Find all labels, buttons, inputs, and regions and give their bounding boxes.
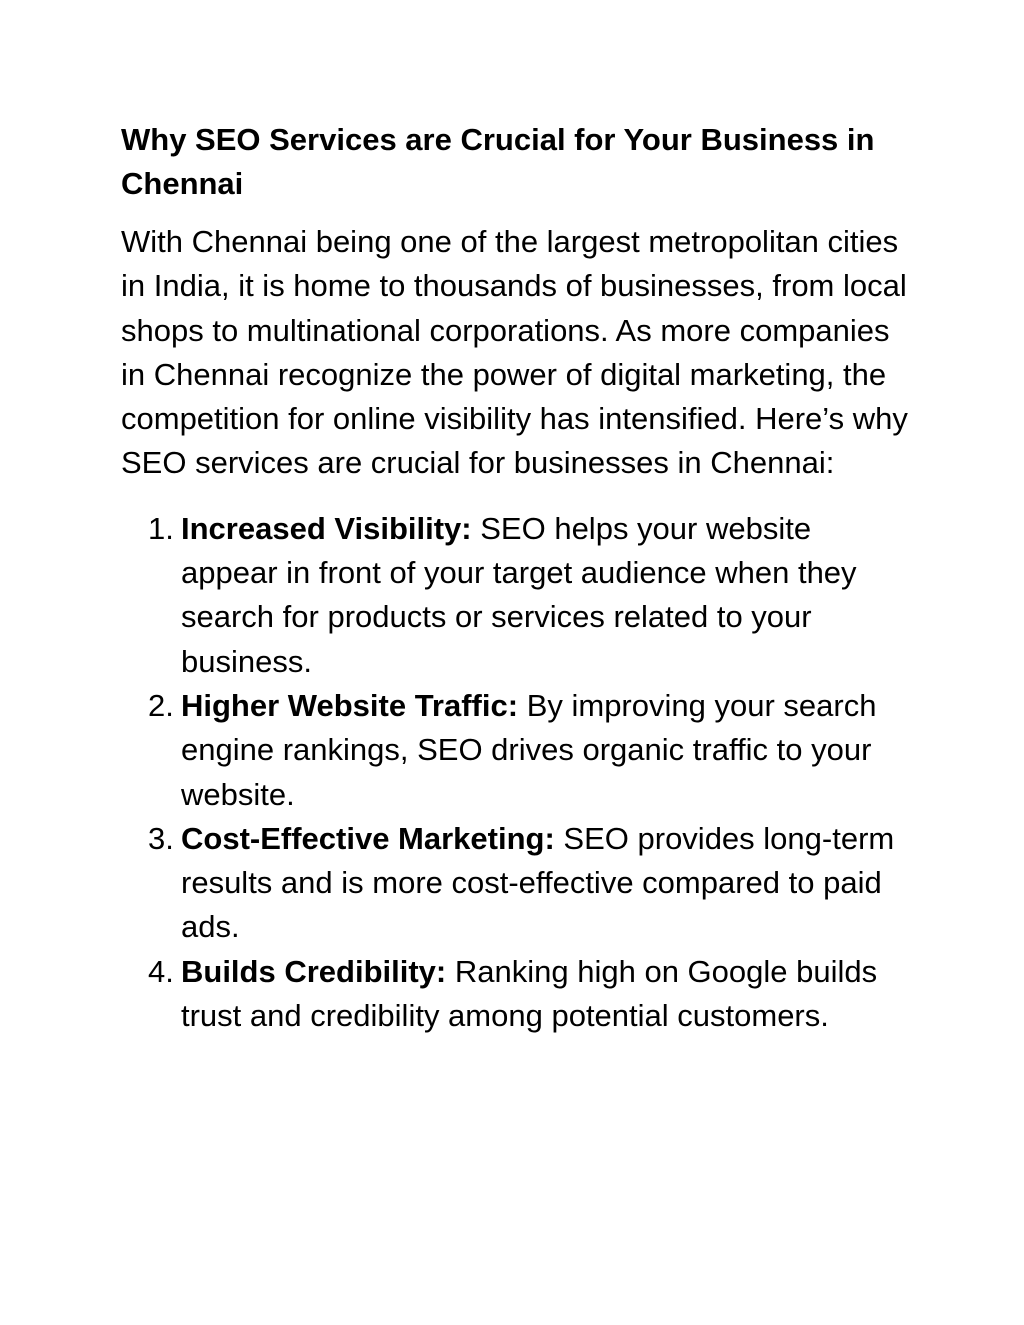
list-item-number: 4.	[148, 953, 174, 989]
document-page	[121, 118, 911, 1038]
list-item	[121, 684, 911, 817]
list-item-text: By improving your search engine rankings, SEO drives organic traffic to your website.	[181, 687, 877, 812]
list-item-number: 1.	[148, 510, 174, 546]
page-title: Why SEO Services are Crucial for Your Business in Chennai	[121, 122, 875, 201]
list-item-label: Cost-Effective Marketing:	[181, 820, 555, 856]
list-item-label: Higher Website Traffic:	[181, 687, 519, 723]
list-item-number: 2.	[148, 687, 174, 723]
benefits-list	[121, 507, 911, 1039]
list-item	[121, 817, 911, 950]
list-item	[121, 507, 911, 684]
list-item-text: Ranking high on Google builds trust and credibility among potential customers.	[181, 953, 878, 1034]
list-item	[121, 950, 911, 1039]
list-item-label: Builds Credibility:	[181, 953, 447, 989]
list-item-text: SEO helps your website appear in front of your target audience when they search for products or services related to your business.	[181, 510, 857, 679]
list-item-label: Increased Visibility:	[181, 510, 472, 546]
list-item-number: 3.	[148, 820, 174, 856]
intro-paragraph: With Chennai being one of the largest metropolitan cities in India, it is home to thousands of businesses, from local shops to multinational corporations. As more companies in Chennai recognize the power of digital marketing, the competition for online visibility has intensified. Here’s why SEO services are crucial for businesses in Chennai:	[121, 224, 908, 481]
list-item-text: SEO provides long-term results and is more cost-effective compared to paid ads.	[181, 820, 895, 945]
